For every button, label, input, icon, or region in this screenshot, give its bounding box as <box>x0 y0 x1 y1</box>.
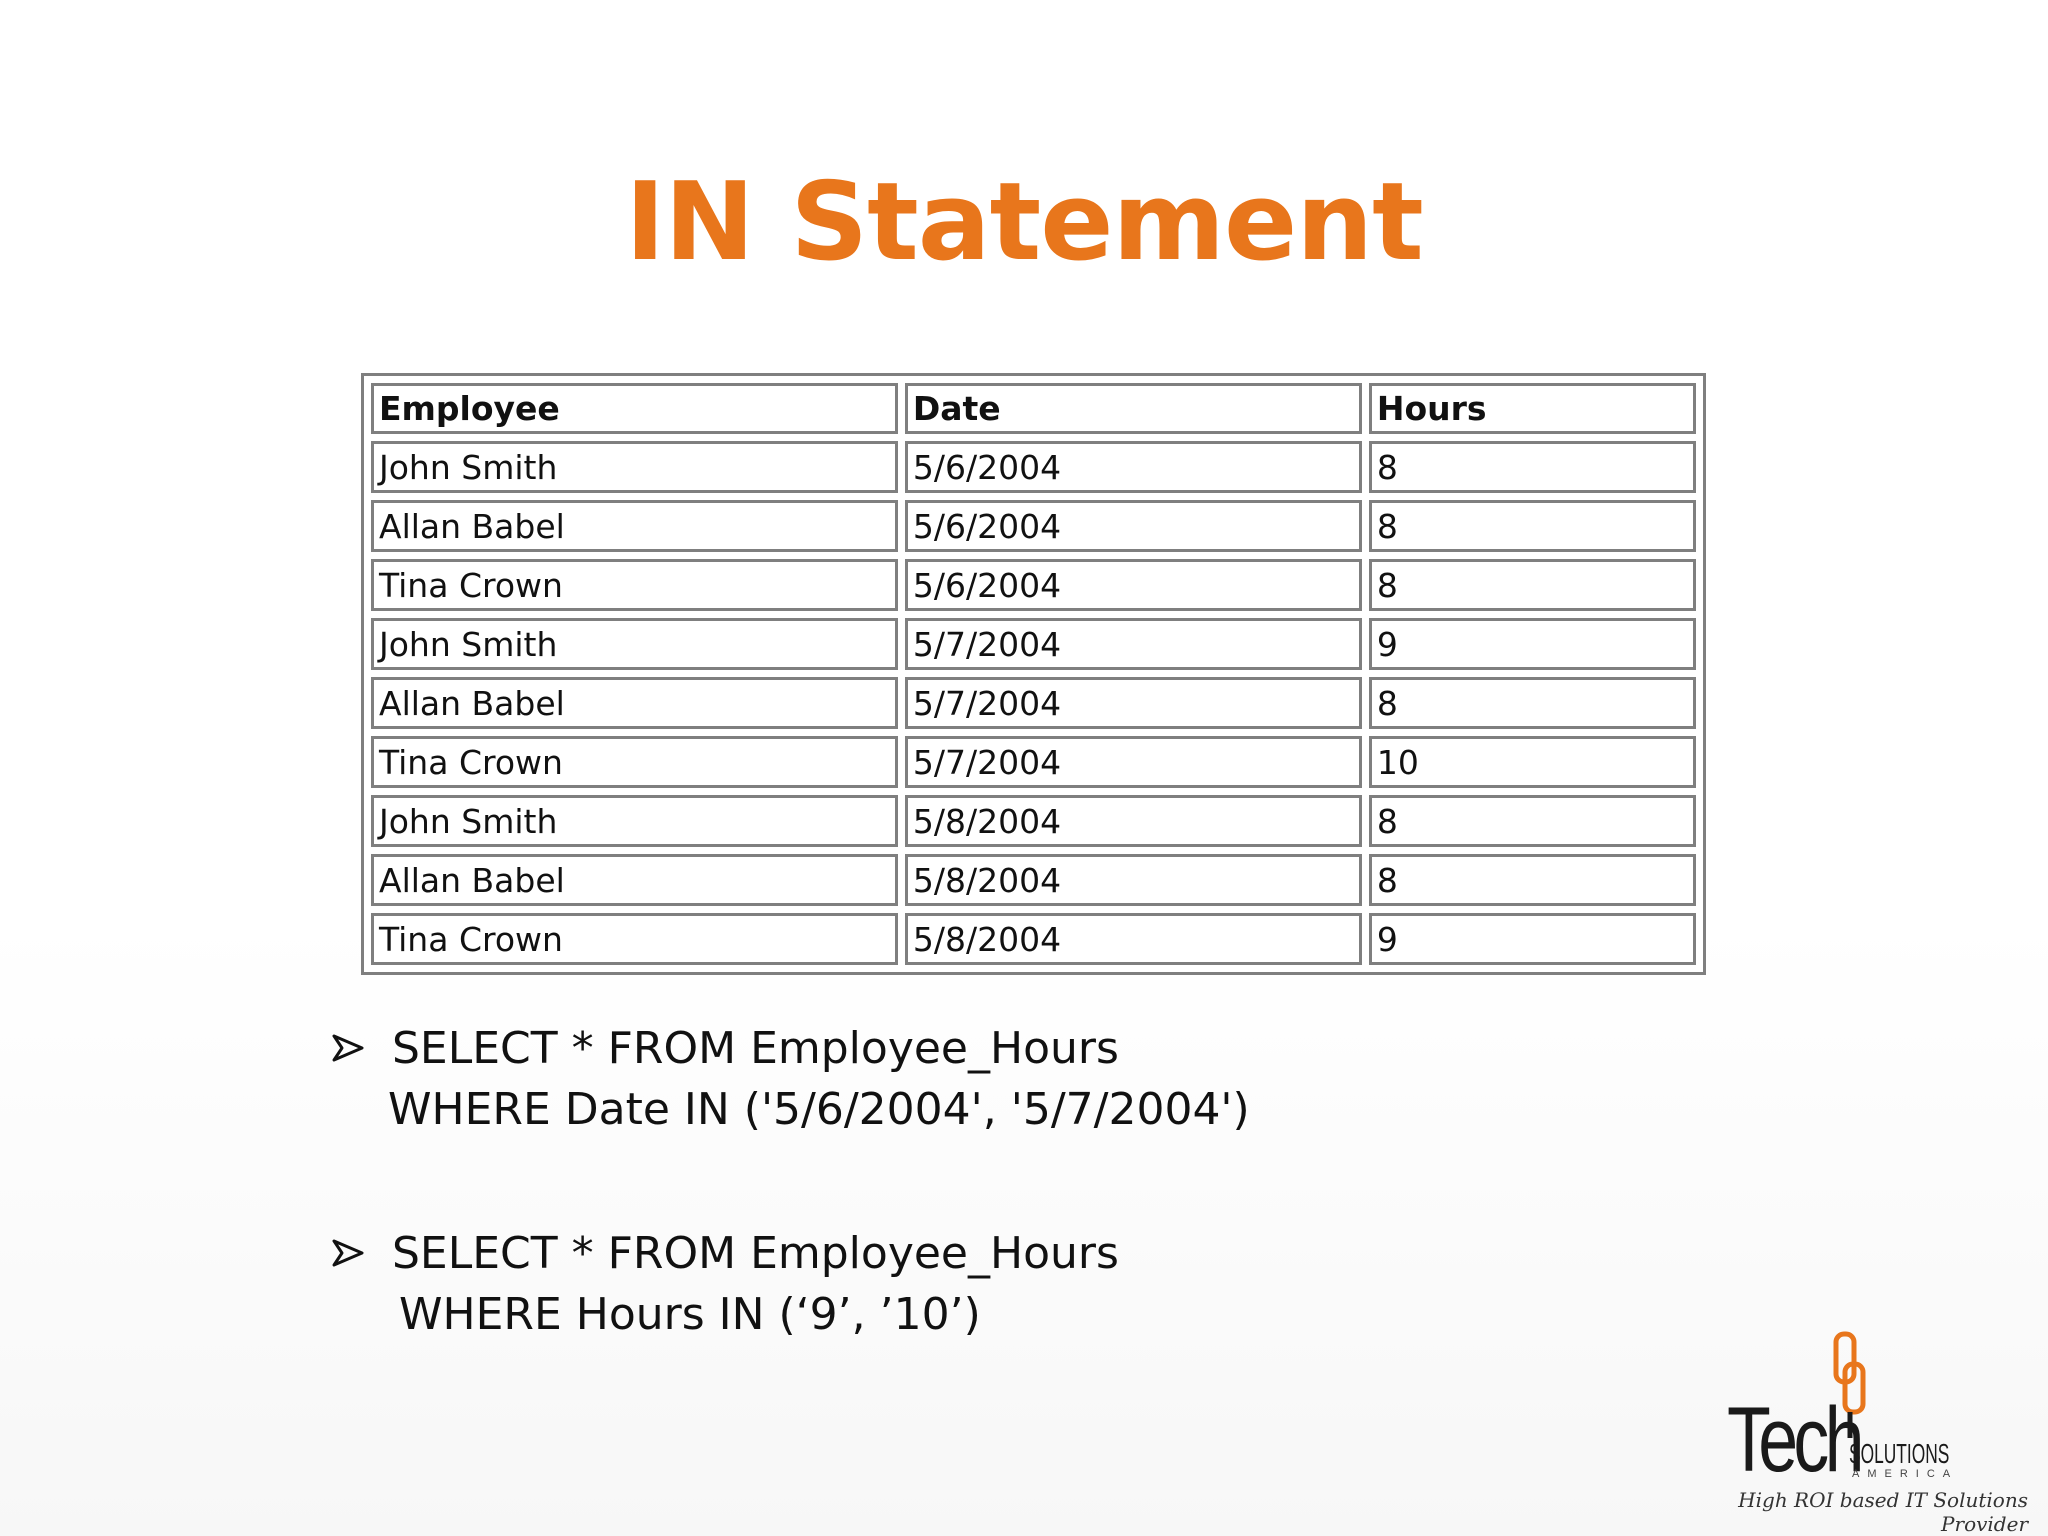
table-row <box>371 500 1696 552</box>
cell-employee: Tina Crown <box>371 559 898 611</box>
table-row <box>371 854 1696 906</box>
cell-employee: John Smith <box>371 795 898 847</box>
cell-hours: 8 <box>1369 559 1696 611</box>
logo-solutions: SOLUTIONS <box>1849 1438 1950 1469</box>
arrow-bullet-icon <box>328 1223 368 1284</box>
query-line: SELECT * FROM Employee_Hours <box>392 1023 1119 1074</box>
cell-employee: John Smith <box>371 618 898 670</box>
cell-employee: John Smith <box>371 441 898 493</box>
cell-hours: 8 <box>1369 500 1696 552</box>
table-header-row <box>371 383 1696 434</box>
company-logo <box>1668 1330 2028 1536</box>
slide-title: IN Statement <box>625 160 1423 285</box>
query-line: WHERE Hours IN (‘9’, ’10’) <box>399 1289 981 1340</box>
cell-employee: Allan Babel <box>371 854 898 906</box>
column-header-date: Date <box>905 383 1362 434</box>
cell-date: 5/7/2004 <box>905 736 1362 788</box>
table-row <box>371 441 1696 493</box>
cell-date: 5/6/2004 <box>905 500 1362 552</box>
table-row <box>371 736 1696 788</box>
cell-hours: 8 <box>1369 795 1696 847</box>
table-row <box>371 913 1696 965</box>
column-header-hours: Hours <box>1369 383 1696 434</box>
cell-date: 5/8/2004 <box>905 854 1362 906</box>
cell-hours: 8 <box>1369 677 1696 729</box>
cell-employee: Tina Crown <box>371 913 898 965</box>
arrow-bullet-icon <box>328 1018 368 1079</box>
cell-date: 5/7/2004 <box>905 677 1362 729</box>
employee-hours-table <box>361 373 1706 975</box>
column-header-employee: Employee <box>371 383 898 434</box>
query-bullet-1 <box>328 1018 1250 1140</box>
cell-hours: 10 <box>1369 736 1696 788</box>
cell-hours: 9 <box>1369 618 1696 670</box>
table-row <box>371 677 1696 729</box>
cell-date: 5/7/2004 <box>905 618 1362 670</box>
table-row <box>371 618 1696 670</box>
cell-hours: 8 <box>1369 441 1696 493</box>
query-line: SELECT * FROM Employee_Hours <box>392 1228 1119 1279</box>
cell-date: 5/8/2004 <box>905 795 1362 847</box>
logo-tagline: High ROI based IT Solutions Provider <box>1738 1488 2028 1536</box>
cell-hours: 9 <box>1369 913 1696 965</box>
cell-employee: Tina Crown <box>371 736 898 788</box>
query-bullet-2 <box>328 1223 1119 1345</box>
logo-america: AMERICA <box>1852 1468 1959 1480</box>
cell-employee: Allan Babel <box>371 677 898 729</box>
cell-date: 5/6/2004 <box>905 441 1362 493</box>
cell-date: 5/6/2004 <box>905 559 1362 611</box>
table-row <box>371 795 1696 847</box>
cell-date: 5/8/2004 <box>905 913 1362 965</box>
cell-hours: 8 <box>1369 854 1696 906</box>
query-line: WHERE Date IN ('5/6/2004', '5/7/2004') <box>388 1084 1250 1135</box>
cell-employee: Allan Babel <box>371 500 898 552</box>
table-row <box>371 559 1696 611</box>
logo-wordmark: Tech <box>1727 1389 1860 1491</box>
